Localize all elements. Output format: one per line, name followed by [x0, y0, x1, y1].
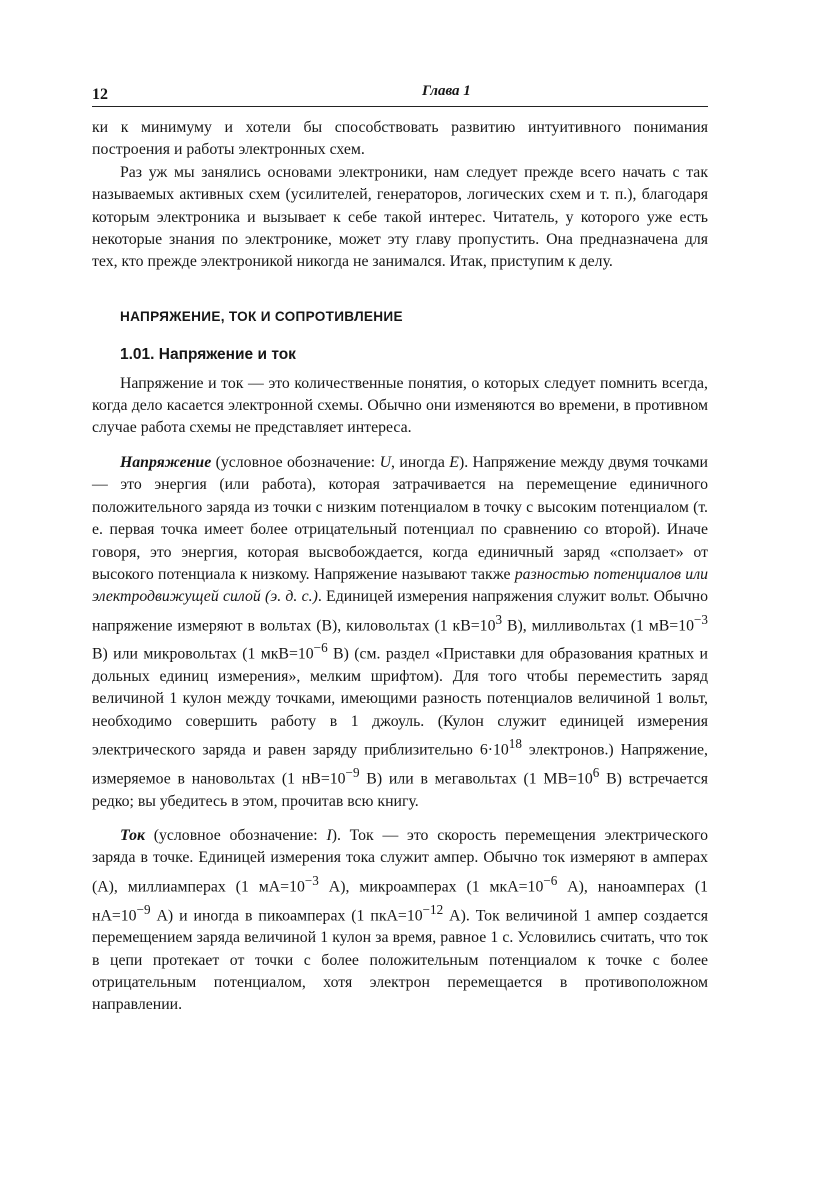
page-number: 12 — [92, 86, 108, 103]
term-current: Ток — [120, 827, 145, 845]
text-run: . Единицей измерения напряжения служит вольт. Обычно напряжение измеряют в вольтах (В), киловольтах (1 кВ=10 — [92, 588, 708, 634]
exponent: −3 — [304, 872, 319, 888]
text-run: В) или микровольтах (1 мкВ=10 — [92, 645, 314, 663]
chapter-title: Глава 1 — [422, 83, 471, 99]
text-run: ). Ток — это скорость перемещения электрического заряда в точке. Единицей измерения тока служит ампер. Обычно ток измеряют в амперах (А), миллиамперах (1 мА=10 — [92, 827, 708, 896]
section-heading: НАПРЯЖЕНИЕ, ТОК И СОПРОТИВЛЕНИЕ — [120, 308, 403, 324]
text-run: В) (см. раздел «Приставки для образования кратных и дольных единиц измерения», мелким шрифтом). Для того чтобы переместить заряд величиной 1 кулон между точками, имеющими разность потенциалов величиной 1 вольт, необходимо совершить работу в 1 джоуль. (Кулон служит единицей измерения электрического заряда и равен заряду приблизительно 6·10 — [92, 645, 708, 759]
exponent: −12 — [422, 901, 444, 917]
exponent: −6 — [543, 872, 558, 888]
exponent: −9 — [136, 901, 151, 917]
symbol-i: I — [326, 827, 332, 845]
text-run: (условное обозначение: — [211, 453, 380, 471]
text-run: , иногда — [390, 453, 450, 471]
text-run: (условное обозначение: — [144, 827, 327, 845]
term-voltage: Напряжение — [120, 453, 212, 471]
paragraph-voltage — [92, 452, 708, 813]
text-run: А), наноамперах (1 нА=10 — [92, 878, 708, 924]
text-run: А), микроамперах (1 мкА=10 — [318, 878, 544, 896]
paragraph-voltage-current-intro: Напряжение и ток — это количественные понятия, о которых следует помнить всегда, когда дело касается электронной схемы. Обычно они изменяются во времени, в противном случае работа схемы не представляет интереса. — [92, 374, 708, 437]
text-run: А). Ток величиной 1 ампер создается перемещением заряда величиной 1 кулон за время, равное 1 с. Условились считать, что ток в цепи протекает от точки с более положительным потенциалом к точке с более отрицательным потенциалом, хотя электрон перемещается в противоположном направлении. — [92, 906, 708, 1014]
page-body — [92, 117, 708, 1017]
exponent: 3 — [495, 611, 503, 627]
exponent: 18 — [508, 736, 522, 752]
symbol-e: E — [449, 453, 459, 471]
text-run: А) и иногда в пикоамперах (1 пкА=10 — [150, 906, 423, 924]
subsection-heading: 1.01. Напряжение и ток — [120, 346, 296, 364]
exponent: 6 — [592, 764, 600, 780]
exponent: −3 — [694, 611, 708, 627]
text-run: В), милливольтах (1 мВ=10 — [502, 616, 694, 634]
text-run: В) или в мегавольтах (1 МВ=10 — [359, 770, 593, 788]
running-header — [92, 82, 708, 107]
text-run: ). Напряжение между двумя точками — это энергия (или работа), которая затрачивается на перемещение единичного положительного заряда из точки с низким потенциалом в точку с высоким потенциалом (т. е. первая точка имеет более отрицательный потенциал по сравнению со второй). Иначе говоря, это энергия, которая высвобождается, когда единичный заряд «сползает» от высокого потенциала к низкому. Напряжение называют также — [92, 453, 708, 583]
exponent: −9 — [345, 764, 360, 780]
paragraph-continuation: ки к минимуму и хотели бы способствовать развитию интуитивного понимания построения и работы электронных схем. — [92, 119, 708, 159]
italic-phrase: разностью потенциалов или электродвижущей силой (э. д. с.) — [92, 565, 708, 606]
symbol-u: U — [379, 453, 391, 471]
text-run: электронов.) Напряжение, измеряемое в нановольтах (1 нВ=10 — [92, 741, 708, 788]
exponent: −6 — [313, 640, 328, 656]
paragraph-current — [92, 825, 708, 1017]
text-run: В) встречается редко; вы убедитесь в этом, прочитав всю книгу. — [92, 770, 708, 810]
paragraph-intro: Раз уж мы занялись основами электроники, нам следует прежде всего начать с так называемых активных схем (усилителей, генераторов, логических схем и т. п.), благодаря которым электроника и вызывает к себе такой интерес. Читатель, у которого уже есть некоторые знания по электронике, может эту главу пропустить. Она предназначена для тех, кто прежде электроникой никогда не занимался. Итак, приступим к делу. — [92, 163, 708, 271]
